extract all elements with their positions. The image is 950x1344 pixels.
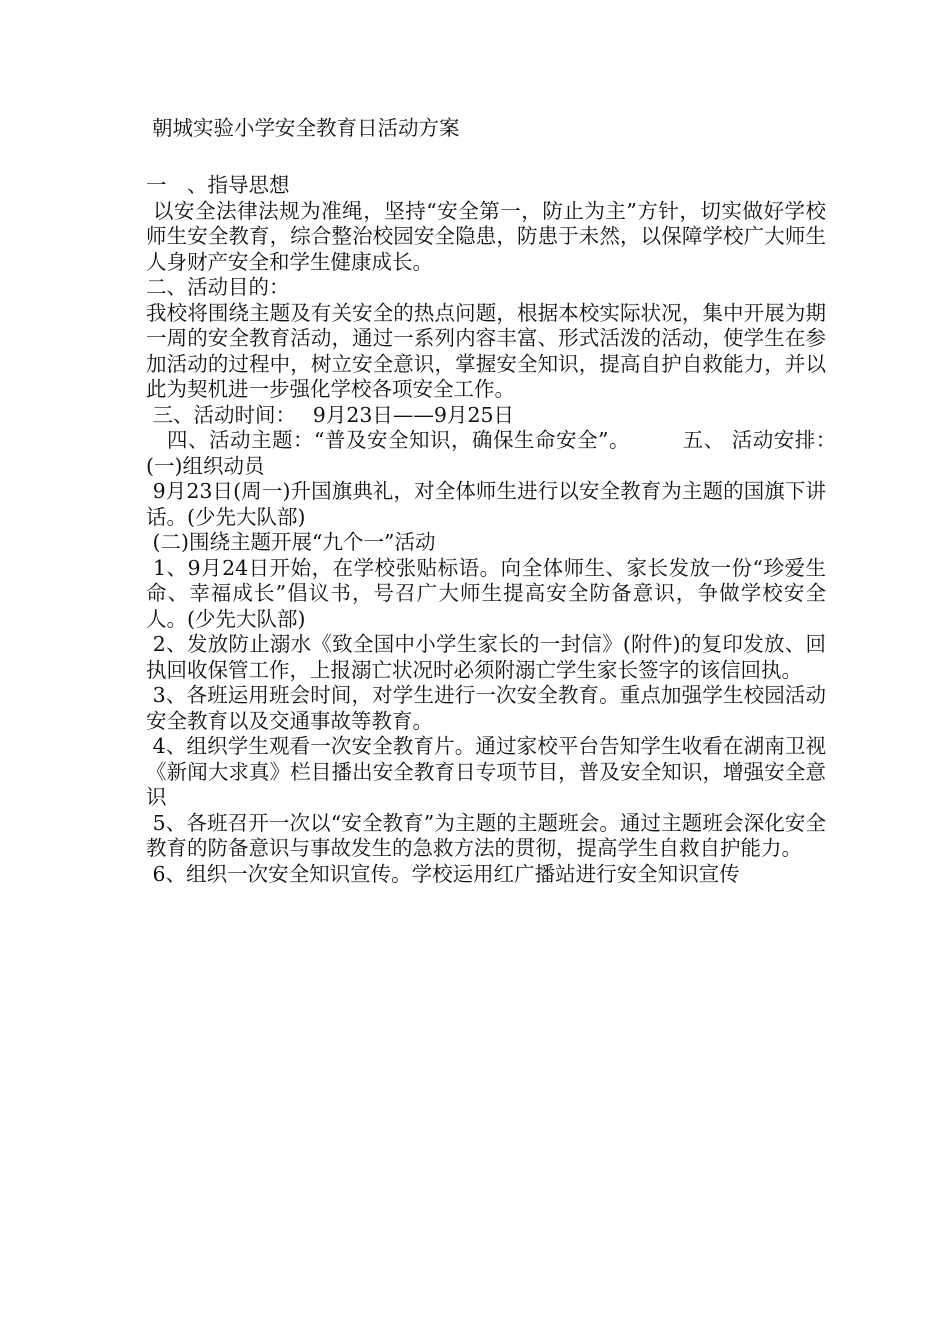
heading-activity-time: 三、活动时间： 9月23日——9月25日 [146,402,515,427]
list-item-2: 2、发放防止溺水《致全国中小学生家长的一封信》(附件)的复印发放、回执回收保管工作，上报溺亡状况时必须附溺亡学生家长签字的该信回执。 [146,632,826,682]
list-item-5: 5、各班召开一次以“安全教育”为主题的主题班会。通过主题班会深化安全教育的防备意识与事故发生的急救方法的贯彻，提高学生自救自护能力。 [146,810,826,860]
document-body [146,116,888,887]
document-title: 朝城实验小学安全教育日活动方案 [152,116,460,140]
list-item-1: 1、9月24日开始，在学校张贴标语。向全体师生、家长发放一份“珍爱生命、幸福成长”倡议书，号召广大师生提高安全防备意识，争做学校安全人。(少先大队部) [146,555,826,631]
list-item-4: 4、组织学生观看一次安全教育片。通过家校平台告知学生收看在湖南卫视《新闻大求真》栏目播出安全教育日专项节目，普及安全知识，增强安全意识 [146,734,826,809]
paragraph-flag-ceremony: 9月23日(周一)升国旗典礼，对全体师生进行以安全教育为主题的国旗下讲话。(少先大队部) [146,479,826,529]
list-item-3: 3、各班运用班会时间，对学生进行一次安全教育。重点加强学生校园活动安全教育以及交通事故等教育。 [146,683,826,733]
heading-guiding-thought: 一 、指导思想 [146,173,290,197]
heading-activity-theme: 四、活动主题：“普及安全知识，确保生命安全”。 五、 活动安排： (一)组织动员 [146,428,888,478]
heading-activity-purpose: 二、活动目的： [146,275,290,299]
paragraph-guiding-thought: 以安全法律法规为准绳，坚持“安全第一，防止为主”方针，切实做好学校师生安全教育，综合整治校园安全隐患，防患于未然，以保障学校广大师生人身财产安全和学生健康成长。 [146,198,826,274]
list-item-6: 6、组织一次安全知识宣传。学校运用红广播站进行安全知识宣传 [146,861,740,886]
paragraph-activity-purpose: 我校将围绕主题及有关安全的热点问题，根据本校实际状况，集中开展为期一周的安全教育活动，通过一系列内容丰富、形式活泼的活动，使学生在参加活动的过程中，树立安全意识，掌握安全知识，提高自护自救能力，并以此为契机进一步强化学校各项安全工作。 [146,300,826,401]
heading-nine-ones: (二)围绕主题开展“九个一”活动 [146,530,436,554]
